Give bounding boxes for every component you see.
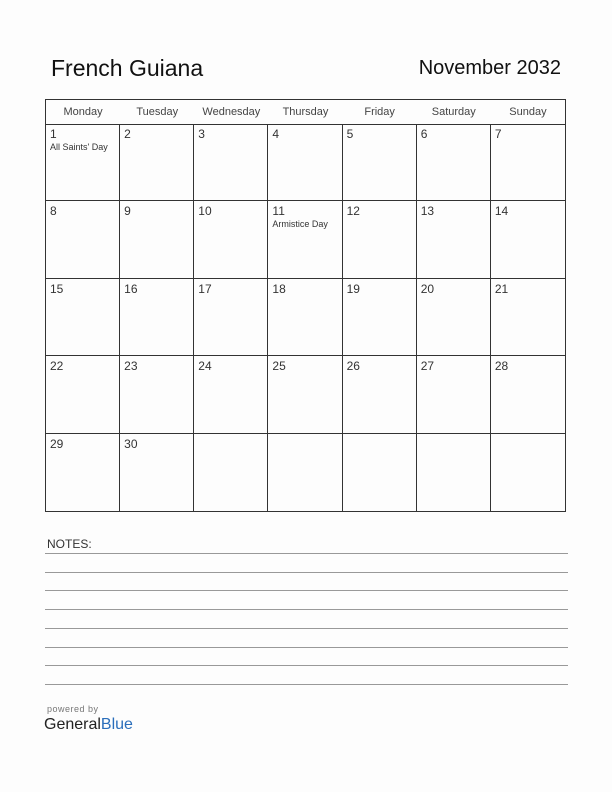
day-number: 30 bbox=[124, 436, 138, 451]
day-cell bbox=[417, 124, 491, 201]
day-cell bbox=[120, 434, 194, 511]
day-cell bbox=[46, 434, 120, 511]
note-line bbox=[45, 572, 568, 573]
holiday-label: All Saints' Day bbox=[50, 142, 108, 152]
notes-label: NOTES: bbox=[47, 537, 92, 551]
day-cell bbox=[343, 124, 417, 201]
day-number: 27 bbox=[420, 359, 435, 374]
country-title: French Guiana bbox=[51, 55, 204, 81]
day-cell bbox=[268, 124, 342, 201]
day-cell bbox=[268, 201, 342, 278]
day-number: 7 bbox=[494, 127, 502, 141]
day-cell bbox=[417, 356, 491, 433]
day-number: 24 bbox=[198, 359, 212, 374]
weekday-sunday: Sunday bbox=[509, 106, 547, 118]
day-number: 22 bbox=[50, 359, 64, 374]
day-number: 15 bbox=[50, 281, 64, 296]
day-cell bbox=[343, 356, 417, 433]
day-number: 26 bbox=[346, 359, 360, 374]
day-number: 14 bbox=[494, 204, 509, 219]
weekday-thursday: Thursday bbox=[282, 106, 329, 118]
day-number: 18 bbox=[272, 281, 286, 296]
day-cell bbox=[491, 434, 565, 511]
calendar-grid bbox=[45, 99, 566, 512]
brand-general: General bbox=[44, 716, 101, 733]
day-cell bbox=[194, 356, 268, 433]
day-cell bbox=[491, 201, 565, 278]
day-cell bbox=[491, 279, 565, 356]
day-number: 2 bbox=[124, 127, 131, 141]
day-number: 9 bbox=[124, 204, 131, 219]
brand-blue: Blue bbox=[100, 716, 133, 733]
day-number: 5 bbox=[346, 127, 354, 141]
day-cell bbox=[194, 434, 268, 511]
note-line bbox=[45, 628, 568, 629]
day-cells bbox=[46, 124, 565, 511]
day-cell bbox=[194, 279, 268, 356]
generalblue-logo bbox=[44, 716, 133, 734]
day-number: 21 bbox=[494, 281, 509, 296]
day-number: 25 bbox=[272, 359, 286, 374]
day-cell bbox=[194, 124, 268, 201]
day-cell bbox=[343, 434, 417, 511]
day-cell bbox=[268, 356, 342, 433]
note-line bbox=[45, 647, 568, 648]
note-line bbox=[45, 609, 568, 610]
weekday-tuesday: Tuesday bbox=[136, 106, 179, 118]
day-cell bbox=[491, 356, 565, 433]
day-cell bbox=[120, 279, 194, 356]
weekday-header bbox=[46, 100, 565, 125]
day-cell bbox=[120, 201, 194, 278]
day-cell bbox=[120, 356, 194, 433]
day-cell bbox=[343, 279, 417, 356]
day-cell bbox=[46, 356, 120, 433]
day-number: 3 bbox=[198, 127, 205, 141]
day-number: 12 bbox=[346, 204, 360, 219]
day-number: 17 bbox=[198, 281, 212, 296]
note-line bbox=[45, 684, 568, 685]
day-number: 1 bbox=[50, 127, 57, 141]
day-cell bbox=[417, 201, 491, 278]
powered-by-text: powered by bbox=[47, 704, 99, 714]
day-number: 8 bbox=[50, 204, 57, 219]
day-number: 10 bbox=[198, 204, 212, 219]
day-cell bbox=[268, 279, 342, 356]
day-number: 16 bbox=[124, 281, 138, 296]
day-number: 19 bbox=[346, 281, 360, 296]
day-cell bbox=[46, 124, 120, 201]
month-title: November 2032 bbox=[418, 57, 561, 79]
note-line bbox=[45, 590, 568, 591]
day-cell bbox=[417, 434, 491, 511]
day-cell bbox=[343, 201, 417, 278]
day-number: 11 bbox=[272, 204, 285, 219]
holiday-label: Armistice Day bbox=[272, 219, 328, 230]
day-number: 4 bbox=[272, 127, 280, 141]
day-number: 20 bbox=[420, 281, 435, 296]
weekday-wednesday: Wednesday bbox=[202, 106, 261, 118]
day-cell bbox=[194, 201, 268, 278]
note-line bbox=[45, 553, 568, 554]
weekday-friday: Friday bbox=[364, 106, 395, 118]
weekday-monday: Monday bbox=[63, 106, 103, 118]
day-cell bbox=[120, 124, 194, 201]
day-cell bbox=[46, 201, 120, 278]
note-line bbox=[45, 665, 568, 666]
day-cell bbox=[46, 279, 120, 356]
day-number: 23 bbox=[124, 359, 138, 374]
weekday-saturday: Saturday bbox=[431, 106, 476, 118]
day-number: 13 bbox=[420, 204, 435, 219]
day-cell bbox=[417, 279, 491, 356]
day-number: 28 bbox=[494, 359, 509, 374]
day-number: 6 bbox=[420, 127, 428, 141]
day-number: 29 bbox=[50, 436, 64, 451]
day-cell bbox=[491, 124, 565, 201]
day-cell bbox=[268, 434, 342, 511]
